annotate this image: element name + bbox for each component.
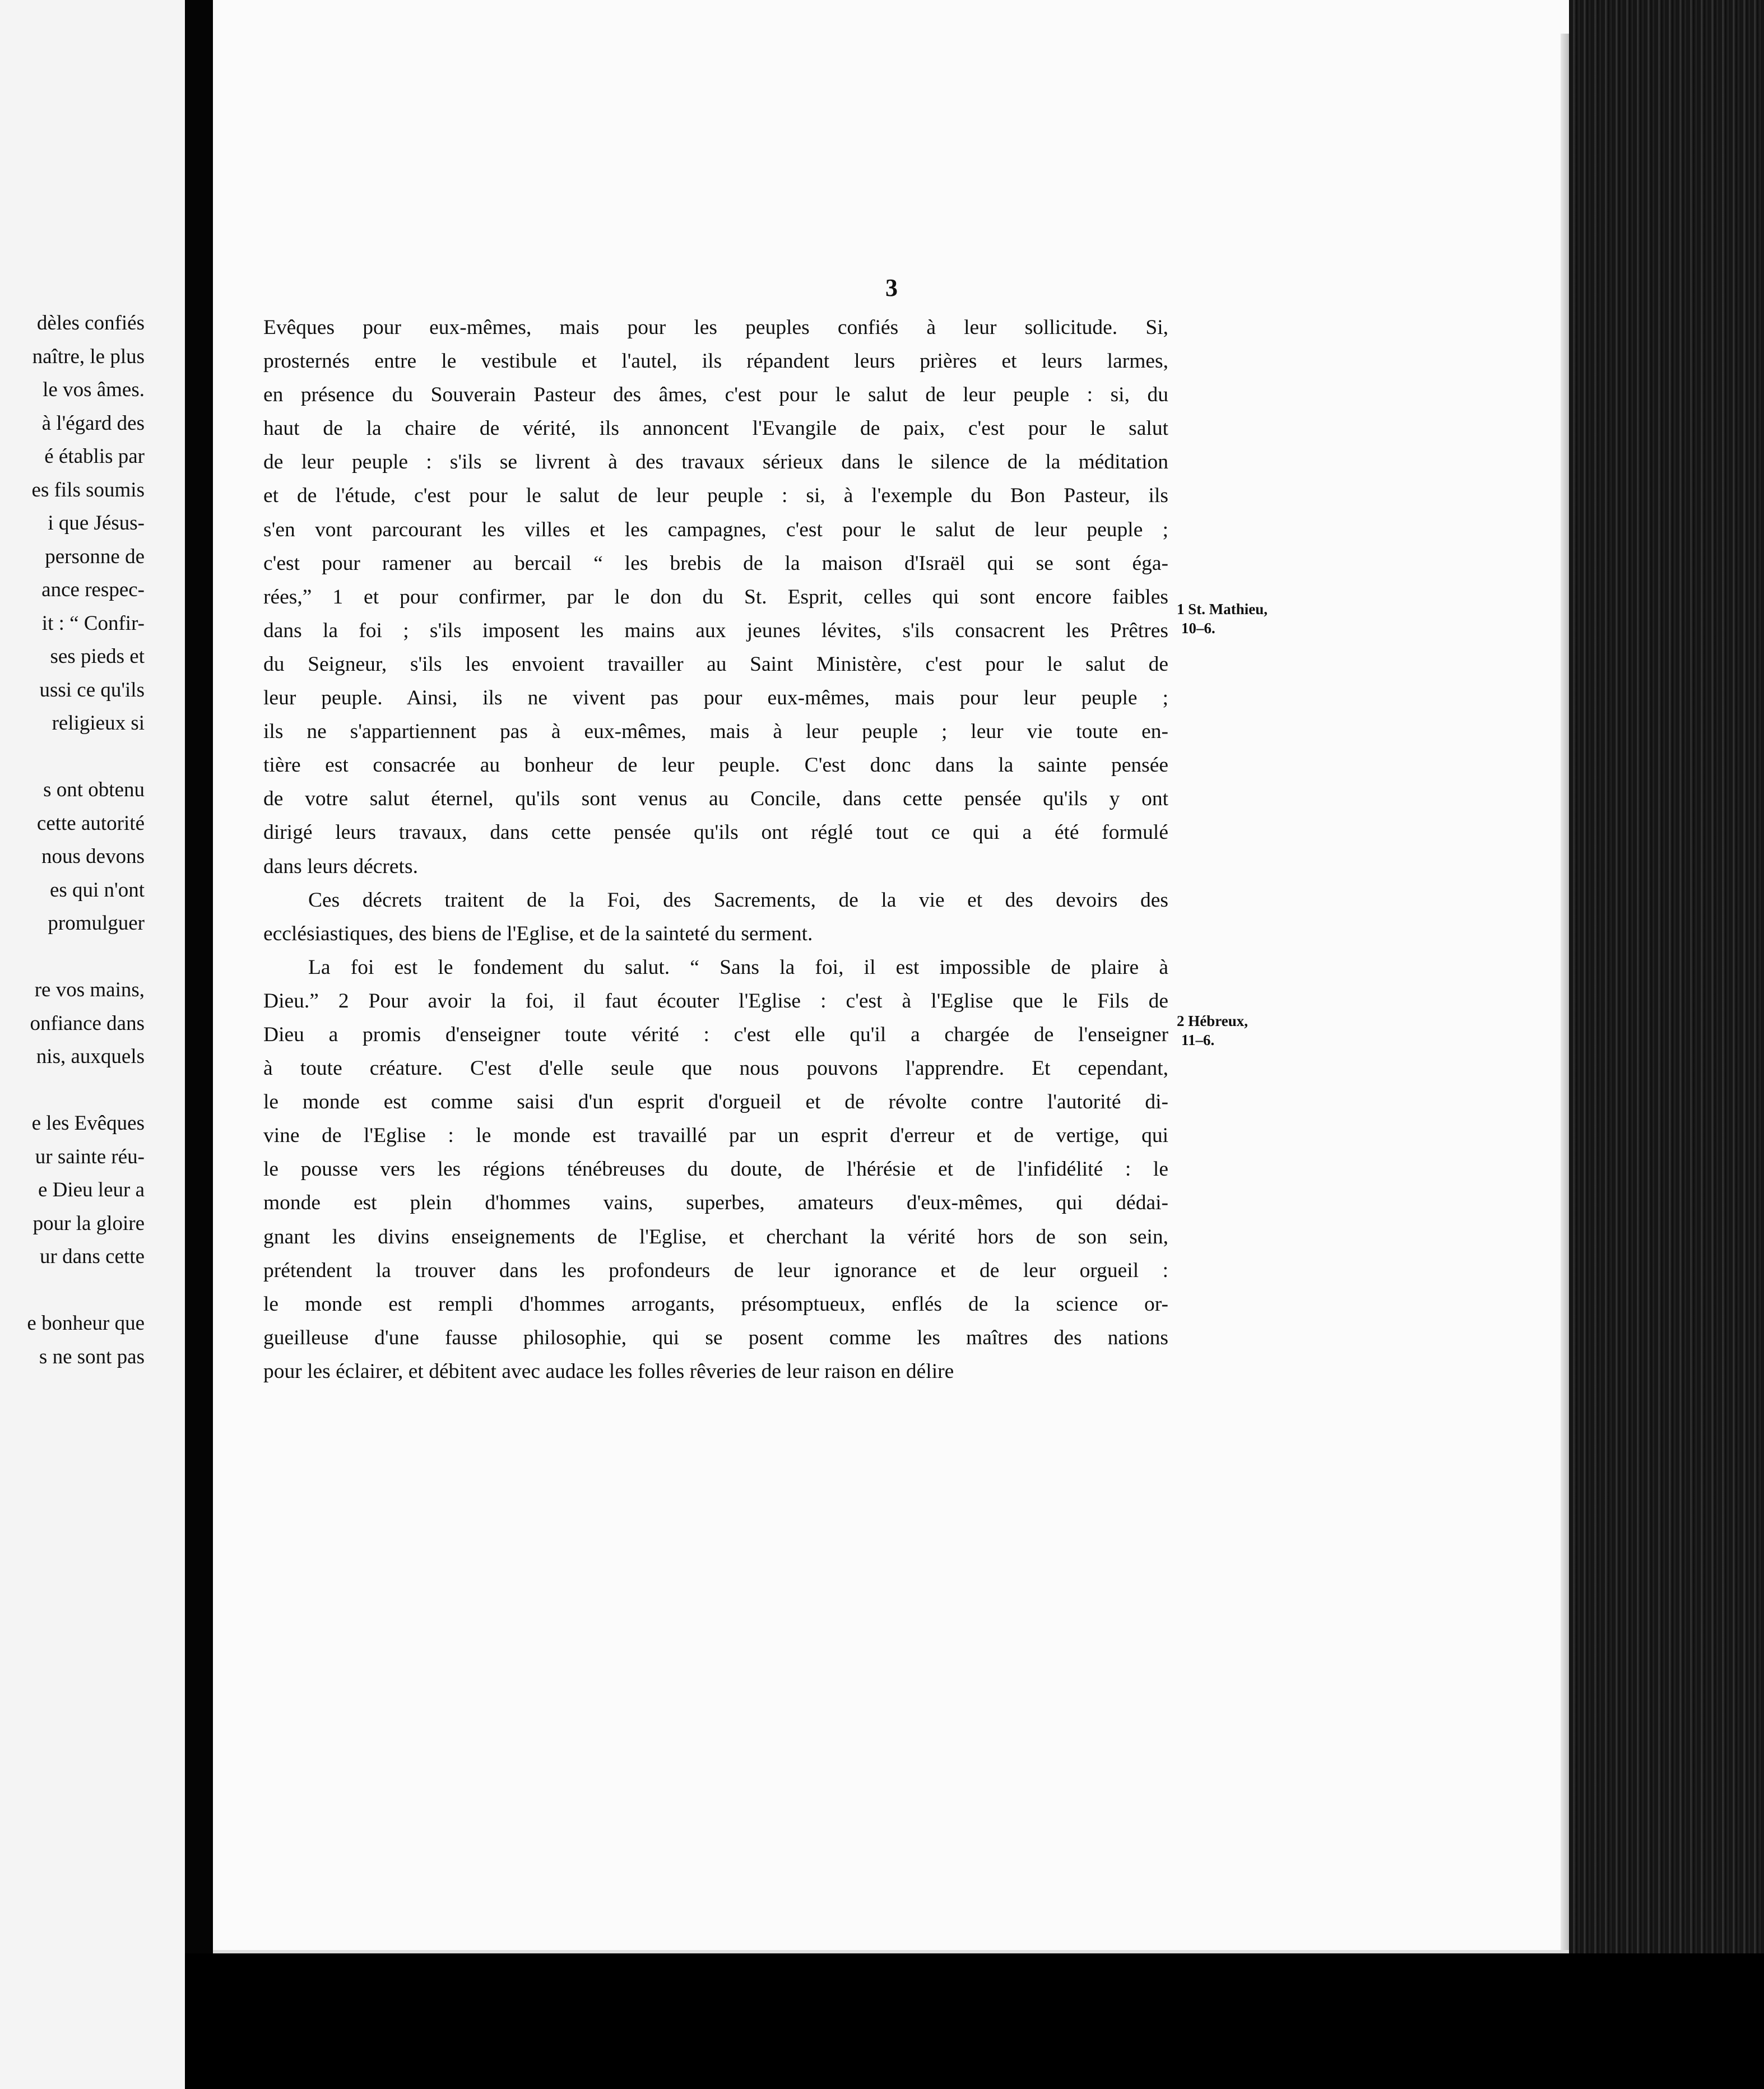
- text-line: le monde est rempli d'hommes arrogants, présomptueux, enflés de la science or-: [263, 1292, 1168, 1316]
- left-page-text-fragments: [0, 0, 185, 2089]
- text-line: Dieu.” 2 Pour avoir la foi, il faut écouter l'Eglise : c'est à l'Eglise que le Fils de: [263, 989, 1168, 1013]
- left-page-fragment: i que Jésus-: [48, 512, 145, 535]
- text-line: de votre salut éternel, qu'ils sont venus au Concile, dans cette pensée qu'ils y ont: [263, 787, 1168, 811]
- text-line: vine de l'Eglise : le monde est travaillé par un esprit d'erreur et de vertige, qui: [263, 1124, 1168, 1148]
- margin-note-2-ref: 2 Hébreux,: [1177, 1013, 1248, 1029]
- left-page-fragment: pour la gloire: [33, 1211, 145, 1235]
- text-line: et de l'étude, c'est pour le salut de leur peuple : si, à l'exemple du Bon Pasteur, ils: [263, 484, 1168, 508]
- text-line: dans leurs décrets.: [263, 855, 418, 878]
- left-page-fragment: e Dieu leur a: [38, 1178, 145, 1201]
- text-line: ils ne s'appartiennent pas à eux-mêmes, mais à leur peuple ; leur vie toute en-: [263, 720, 1168, 744]
- left-page-fragment: naître, le plus: [32, 345, 145, 368]
- left-page-fragment: religieux si: [52, 712, 145, 735]
- left-page-fragment: e les Evêques: [31, 1112, 145, 1135]
- margin-note-2-verse: 11–6.: [1181, 1032, 1215, 1048]
- left-page-fragment: re vos mains,: [34, 978, 145, 1001]
- text-line: tière est consacrée au bonheur de leur peuple. C'est donc dans la sainte pensée: [263, 754, 1168, 777]
- book-gutter: [185, 0, 213, 2089]
- text-line: prétendent la trouver dans les profondeurs de leur ignorance et de leur orgueil :: [263, 1259, 1168, 1282]
- left-page-fragment: promulguer: [48, 912, 145, 935]
- left-page-fragment: cette autorité: [36, 811, 145, 835]
- text-line: La foi est le fondement du salut. “ Sans la foi, il est impossible de plaire à: [308, 955, 1168, 979]
- text-line: s'en vont parcourant les villes et les campagnes, c'est pour le salut de leur peuple ;: [263, 518, 1168, 541]
- text-line: rées,” 1 et pour confirmer, par le don du St. Esprit, celles qui sont encore faibles: [263, 585, 1168, 609]
- scan-bottom-band: [185, 1953, 1764, 2089]
- text-line: haut de la chaire de vérité, ils annoncent l'Evangile de paix, c'est pour le salut: [263, 417, 1168, 440]
- left-page-fragment: s ont obtenu: [43, 778, 145, 801]
- left-page: [0, 0, 185, 2089]
- text-line: Evêques pour eux-mêmes, mais pour les peuples confiés à leur sollicitude. Si,: [263, 316, 1168, 339]
- text-line: monde est plein d'hommes vains, superbes, amateurs d'eux-mêmes, qui dédai-: [263, 1191, 1168, 1215]
- left-page-fragment: ussi ce qu'ils: [39, 678, 145, 702]
- body-text: [263, 311, 1168, 1389]
- text-line: pour les éclairer, et débitent avec audace les folles rêveries de leur raison en délire: [263, 1359, 954, 1383]
- margin-note-1-verse: 10–6.: [1181, 620, 1215, 637]
- text-line: leur peuple. Ainsi, ils ne vivent pas pour eux-mêmes, mais pour leur peuple ;: [263, 686, 1168, 710]
- left-page-fragment: ur sainte réu-: [35, 1145, 145, 1168]
- text-line: gueilleuse d'une fausse philosophie, qui se posent comme les maîtres des nations: [263, 1326, 1168, 1349]
- margin-note-1: [1177, 600, 1268, 638]
- right-page: [213, 0, 1569, 1953]
- page-number: 3: [885, 274, 898, 301]
- left-page-fragment: e bonheur que: [27, 1312, 145, 1335]
- left-page-fragment: nous devons: [41, 845, 145, 868]
- margin-note-1-ref: 1 St. Mathieu,: [1177, 601, 1268, 618]
- text-line: en présence du Souverain Pasteur des âmes, c'est pour le salut de leur peuple : si, du: [263, 383, 1168, 407]
- text-line: Dieu a promis d'enseigner toute vérité : c'est elle qu'il a chargée de l'enseigner: [263, 1023, 1168, 1046]
- text-line: ecclésiastiques, des biens de l'Eglise, et de la sainteté du serment.: [263, 922, 813, 945]
- text-line: du Seigneur, s'ils les envoient travailler au Saint Ministère, c'est pour le salut de: [263, 652, 1168, 676]
- text-line: à toute créature. C'est d'elle seule que nous pouvons l'apprendre. Et cependant,: [263, 1057, 1168, 1080]
- text-line: c'est pour ramener au bercail “ les brebis de la maison d'Israël qui se sont éga-: [263, 551, 1168, 575]
- left-page-fragment: ur dans cette: [40, 1245, 145, 1268]
- text-line: prosternés entre le vestibule et l'autel, ils répandent leurs prières et leurs larmes,: [263, 350, 1168, 373]
- left-page-fragment: ses pieds et: [50, 645, 145, 668]
- text-line: le monde est comme saisi d'un esprit d'orgueil et de révolte contre l'autorité di-: [263, 1090, 1168, 1114]
- text-line: gnant les divins enseignements de l'Eglise, et cherchant la vérité hors de son sein,: [263, 1225, 1168, 1248]
- text-line: dirigé leurs travaux, dans cette pensée qu'ils ont réglé tout ce qui a été formulé: [263, 821, 1168, 844]
- text-line: de leur peuple : s'ils se livrent à des travaux sérieux dans le silence de la méditation: [263, 451, 1168, 474]
- left-page-fragment: le vos âmes.: [43, 378, 145, 401]
- left-page-fragment: es qui n'ont: [49, 878, 145, 902]
- left-page-fragment: personne de: [45, 545, 145, 568]
- left-page-fragment: é établis par: [44, 445, 145, 468]
- left-page-fragment: à l'égard des: [41, 411, 145, 435]
- left-page-fragment: es fils soumis: [31, 478, 145, 502]
- text-line: Ces décrets traitent de la Foi, des Sacrements, de la vie et des devoirs des: [308, 888, 1168, 912]
- text-line: le pousse vers les régions ténébreuses du doute, de l'hérésie et de l'infidélité : le: [263, 1158, 1168, 1181]
- left-page-fragment: s ne sont pas: [39, 1345, 145, 1368]
- left-page-fragment: onfiance dans: [30, 1011, 145, 1035]
- left-page-fragment: ance respec-: [41, 578, 145, 601]
- left-page-fragment: nis, auxquels: [36, 1045, 145, 1068]
- text-line: dans la foi ; s'ils imposent les mains aux jeunes lévites, s'ils consacrent les Prêtres: [263, 619, 1168, 642]
- margin-note-2: [1177, 1011, 1248, 1050]
- left-page-fragment: it : “ Confir-: [41, 611, 145, 635]
- left-page-fragment: dèles confiés: [36, 312, 145, 335]
- book-page-edges: [1569, 0, 1764, 2089]
